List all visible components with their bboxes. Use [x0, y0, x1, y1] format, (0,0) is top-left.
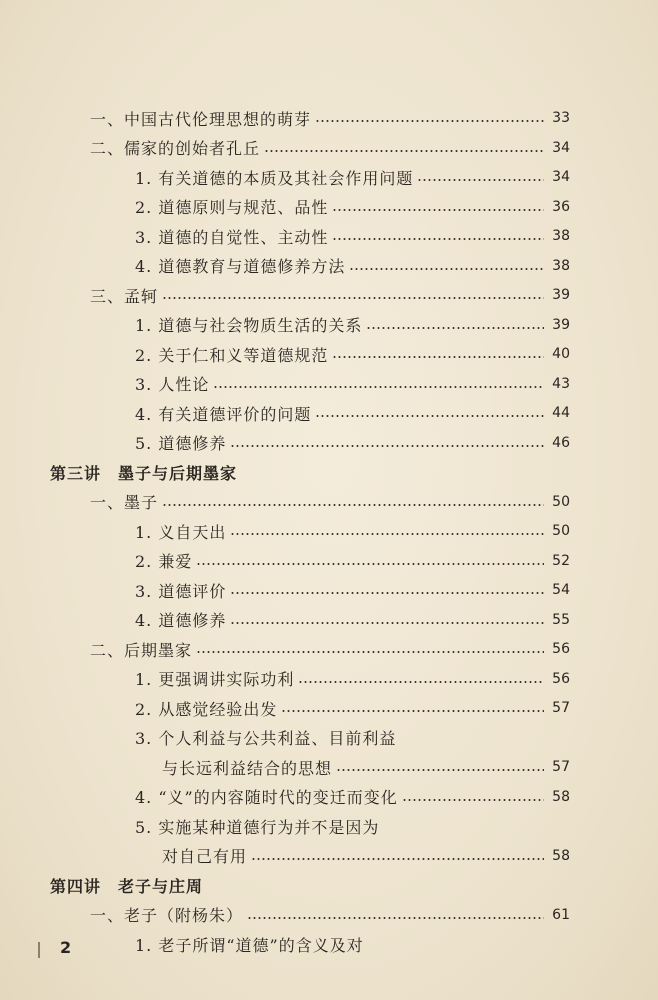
toc-entry: [90, 488, 570, 516]
dot-leader: [196, 563, 544, 565]
dot-leader: [264, 150, 544, 152]
dot-leader: [251, 858, 544, 860]
toc-entry: [135, 222, 570, 250]
toc-entry-page: 46: [552, 434, 570, 451]
dot-leader: [366, 327, 544, 329]
toc-entry: [90, 104, 570, 132]
dot-leader: [332, 356, 544, 358]
toc-entry-page: 57: [552, 700, 570, 716]
dot-leader: [349, 268, 544, 270]
toc-entry-title: 1. 道德与社会物质生活的关系: [135, 316, 363, 335]
toc-entry-title: 3. 个人利益与公共利益、目前利益: [135, 729, 397, 748]
dot-leader: [315, 120, 544, 122]
toc-entry: [135, 517, 570, 545]
toc-entry-page: 50: [552, 523, 570, 539]
toc-entry: [135, 193, 570, 221]
toc-entry-title: 5. 道德修养: [135, 434, 227, 453]
toc-entry: [90, 635, 570, 663]
toc-entry-page: 38: [552, 257, 570, 274]
dot-leader: [315, 415, 544, 417]
toc-entry-page: 58: [552, 847, 570, 864]
toc-entry: [135, 370, 570, 398]
toc-entry-page: 43: [552, 375, 570, 392]
toc-entry: [90, 134, 570, 162]
toc-entry: [135, 429, 570, 457]
toc-entry-title: 对自己有用: [162, 847, 248, 866]
toc-entry: [135, 930, 570, 958]
toc-entry-title: 3. 人性论: [135, 375, 210, 394]
toc-chapter: [50, 458, 570, 486]
dot-leader: [213, 386, 544, 388]
toc-entry-title: 2. 关于仁和义等道德规范: [135, 345, 329, 365]
toc-entry-page: 34: [552, 169, 570, 185]
toc-entry-page: 36: [552, 198, 570, 215]
dot-leader: [332, 238, 544, 240]
dot-leader: [298, 681, 544, 683]
toc-entry: [135, 812, 570, 840]
toc-entry-title: 2. 兼爱: [135, 552, 193, 571]
toc-entry-title: 二、儒家的创始者孔丘: [90, 139, 261, 158]
toc-entry-title: 一、老子（附杨朱）: [90, 906, 244, 925]
dot-leader: [196, 651, 544, 653]
toc-entry-title: 三、孟轲: [90, 286, 159, 306]
toc-entry-title: 3. 道德评价: [135, 581, 227, 601]
toc-entry-page: 55: [552, 611, 570, 628]
toc-entry: [162, 842, 570, 870]
toc-entry-title: 一、中国古代伦理思想的萌芽: [90, 109, 312, 129]
toc-entry: [135, 399, 570, 427]
toc-entry: [135, 665, 570, 693]
toc-entry-page: 57: [552, 759, 570, 775]
dot-leader: [162, 297, 544, 299]
toc-entry: [90, 281, 570, 309]
toc-entry: [135, 252, 570, 280]
toc-entry-page: 33: [552, 110, 570, 126]
page-number: 2: [60, 938, 72, 957]
toc-entry-title: 第四讲 老子与庄周: [50, 876, 204, 896]
toc-entry-page: 56: [552, 670, 570, 687]
toc-entry-title: 二、后期墨家: [90, 640, 193, 660]
dot-leader: [332, 209, 544, 211]
toc-entry: [162, 753, 570, 781]
toc-entry-title: 第三讲 墨子与后期墨家: [50, 463, 238, 483]
toc-entry-page: 38: [552, 228, 570, 244]
toc-entry-title: 4. “义”的内容随时代的变迁而变化: [135, 788, 398, 807]
toc-entry-page: 58: [552, 788, 570, 805]
toc-entry-page: 40: [552, 346, 570, 362]
toc-entry-title: 1. 老子所谓“道德”的含义及对: [135, 935, 364, 955]
toc-entry-title: 1. 义自天出: [135, 522, 227, 542]
toc-entry-title: 2. 从感觉经验出发: [135, 699, 278, 719]
dot-leader: [417, 179, 544, 181]
toc-entry-title: 2. 道德原则与规范、品性: [135, 198, 329, 217]
margin-mark: [38, 942, 40, 958]
toc-entry: [135, 724, 570, 752]
toc-entry: [135, 340, 570, 368]
dot-leader: [247, 917, 544, 919]
toc-entry: [135, 576, 570, 604]
toc-entry: [135, 163, 570, 191]
toc-entry-title: 1. 更强调讲实际功利: [135, 670, 295, 689]
dot-leader: [336, 769, 544, 771]
dot-leader: [162, 504, 544, 506]
toc-entry-page: 52: [552, 552, 570, 569]
toc-entry-title: 与长远利益结合的思想: [162, 758, 333, 778]
toc-entry: [135, 694, 570, 722]
toc-entry-title: 4. 道德教育与道德修养方法: [135, 257, 346, 276]
toc-entry-title: 4. 有关道德评价的问题: [135, 404, 312, 424]
toc-entry-page: 54: [552, 582, 570, 598]
toc-entry-page: 50: [552, 493, 570, 510]
toc-entry-title: 1. 有关道德的本质及其社会作用问题: [135, 168, 414, 188]
toc-entry: [135, 311, 570, 339]
dot-leader: [281, 710, 544, 712]
toc-entry: [135, 547, 570, 575]
toc-entry: [135, 606, 570, 634]
toc-entry-title: 5. 实施某种道德行为并不是因为: [135, 817, 380, 837]
dot-leader: [230, 445, 544, 447]
toc-entry-page: 34: [552, 139, 570, 156]
toc-entry-page: 61: [552, 906, 570, 923]
dot-leader: [230, 592, 544, 594]
toc-chapter: [50, 871, 570, 899]
toc-entry: [135, 783, 570, 811]
toc-entry-page: 44: [552, 405, 570, 421]
toc-entry-title: 一、墨子: [90, 493, 159, 512]
dot-leader: [230, 533, 544, 535]
toc-entry-page: 56: [552, 641, 570, 657]
toc-entry-title: 3. 道德的自觉性、主动性: [135, 227, 329, 247]
toc-entry-page: 39: [552, 287, 570, 303]
toc-entry-page: 39: [552, 316, 570, 333]
toc-entry-title: 4. 道德修养: [135, 611, 227, 630]
dot-leader: [230, 622, 544, 624]
toc-entry: [90, 901, 570, 929]
dot-leader: [402, 799, 544, 801]
